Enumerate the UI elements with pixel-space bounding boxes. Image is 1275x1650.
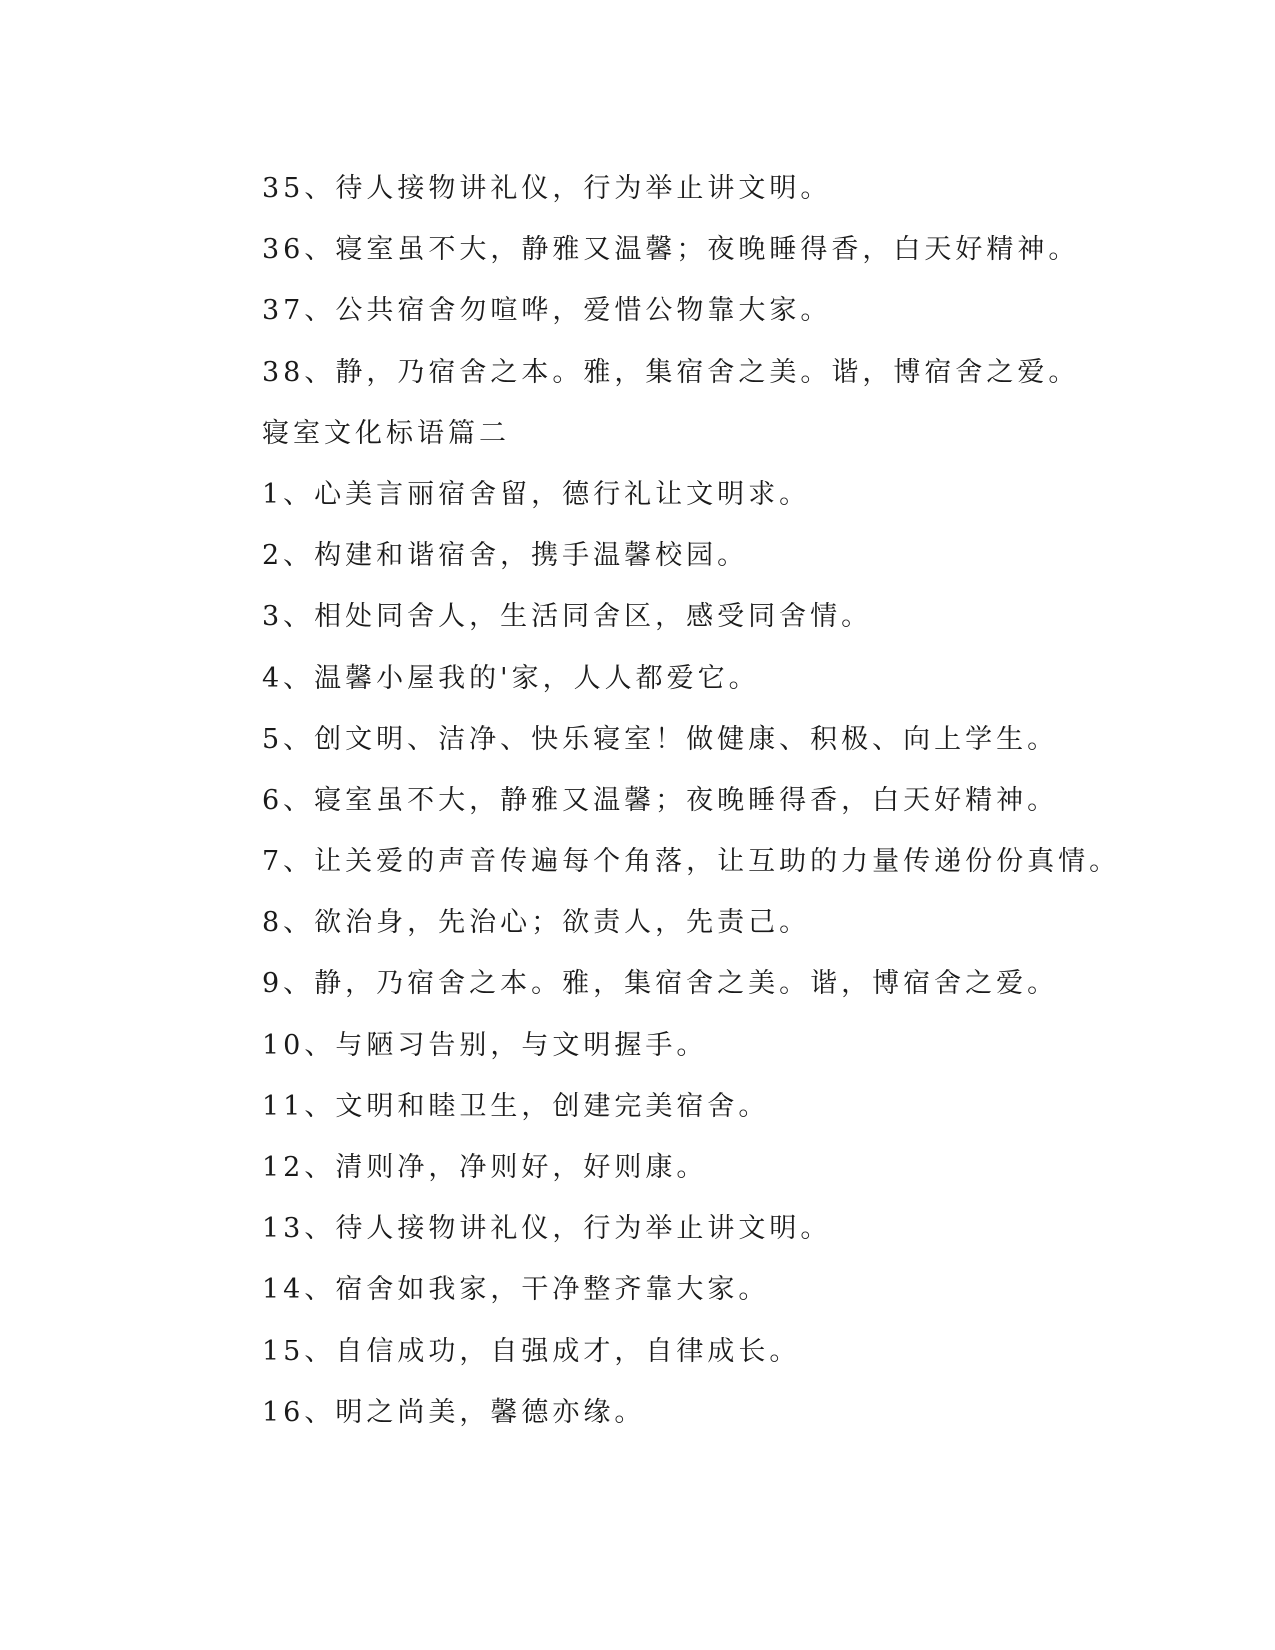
slogan-line-36: 36、寝室虽不大，静雅又温馨；夜晚睡得香，白天好精神。: [262, 234, 1080, 266]
slogan-line-2: 2、构建和谐宿舍，携手温馨校园。: [262, 540, 749, 572]
document-body: [262, 158, 1162, 1443]
slogan-line-10: 10、与陋习告别，与文明握手。: [262, 1029, 708, 1061]
slogan-line-15: 15、自信成功，自强成才，自律成长。: [262, 1335, 801, 1367]
slogan-line-13: 13、待人接物讲礼仪，行为举止讲文明。: [262, 1213, 832, 1245]
slogan-line-7: 7、让关爱的声音传遍每个角落，让互助的力量传递份份真情。: [262, 846, 1121, 878]
slogan-line-16: 16、明之尚美，馨德亦缘。: [262, 1396, 646, 1428]
slogan-line-35: 35、待人接物讲礼仪，行为举止讲文明。: [262, 173, 832, 204]
slogan-line-8: 8、欲治身，先治心；欲责人，先责己。: [262, 907, 811, 939]
slogan-line-1: 1、心美言丽宿舍留，德行礼让文明求。: [262, 478, 811, 510]
slogan-line-12: 12、清则净，净则好，好则康。: [262, 1152, 708, 1183]
slogan-line-5: 5、创文明、洁净、快乐寝室！做健康、积极、向上学生。: [262, 723, 1059, 755]
slogan-line-11: 11、文明和睦卫生，创建完美宿舍。: [262, 1090, 770, 1122]
slogan-line-3: 3、相处同舍人，生活同舍区，感受同舍情。: [262, 601, 873, 633]
slogan-line-9: 9、静，乃宿舍之本。雅，集宿舍之美。谐，博宿舍之爱。: [262, 968, 1059, 1000]
slogan-line-38: 38、静，乃宿舍之本。雅，集宿舍之美。谐，博宿舍之爱。: [262, 356, 1080, 388]
slogan-line-37: 37、公共宿舍勿喧哗，爱惜公物靠大家。: [262, 295, 832, 327]
section-heading: 寝室文化标语篇二: [262, 417, 510, 449]
slogan-line-6: 6、寝室虽不大，静雅又温馨；夜晚睡得香，白天好精神。: [262, 784, 1059, 816]
slogan-line-14: 14、宿舍如我家，干净整齐靠大家。: [262, 1274, 770, 1306]
slogan-line-4: 4、温馨小屋我的'家，人人都爱它。: [262, 662, 760, 694]
